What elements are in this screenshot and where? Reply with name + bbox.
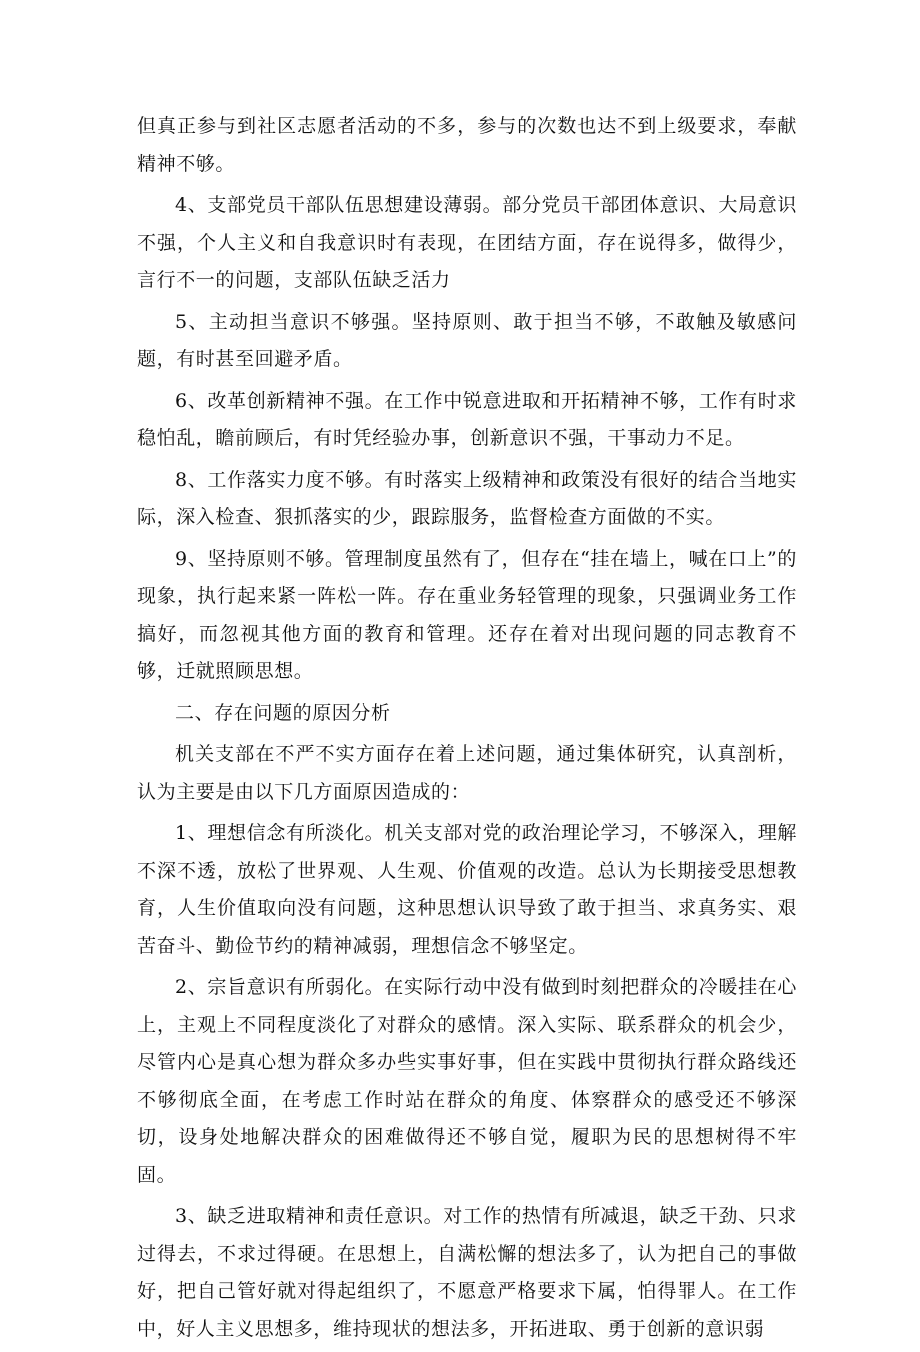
paragraph-item-6: 6、改革创新精神不强。在工作中锐意进取和开拓精神不够，工作有时求稳怕乱，瞻前顾后，有时凭经验办事，创新意识不强，干事动力不足。 (137, 389, 797, 449)
paragraph-cause-2: 2、宗旨意识有所弱化。在实际行动中没有做到时刻把群众的冷暖挂在心上，主观上不同程度淡化了对群众的感情。深入实际、联系群众的机会少，尽管内心是真心想为群众多办些实事好事，但在实践中贯彻执行群众路线还不够彻底全面，在考虑工作时站在群众的角度、体察群众的感受还不够深切，设身处地解决群众的困难做得还不够自觉，履职为民的思想树得不牢固。 (137, 976, 797, 1186)
paragraph-item-5: 5、主动担当意识不够强。坚持原则、敢于担当不够，不敢触及敏感问题，有时甚至回避矛盾。 (137, 310, 797, 370)
section-heading-cause-analysis: 二、存在问题的原因分析 (175, 701, 391, 724)
paragraph-item-4: 4、支部党员干部队伍思想建设薄弱。部分党员干部团体意识、大局意识不强，个人主义和自我意识时有表现，在团结方面，存在说得多，做得少，言行不一的问题，支部队伍缺乏活力 (137, 194, 797, 291)
paragraph-item-9: 9、坚持原则不够。管理制度虽然有了，但存在“挂在墙上，喊在口上”的现象，执行起来紧一阵松一阵。存在重业务轻管理的现象，只强调业务工作搞好，而忽视其他方面的教育和管理。还存在着对出现问题的同志教育不够，迁就照顾思想。 (137, 547, 797, 682)
document-body (137, 108, 797, 1352)
paragraph-intro: 机关支部在不严不实方面存在着上述问题，通过集体研究，认真剖析，认为主要是由以下几方面原因造成的： (137, 743, 797, 803)
paragraph-item-8: 8、工作落实力度不够。有时落实上级精神和政策没有很好的结合当地实际，深入检查、狠抓落实的少，跟踪服务，监督检查方面做的不实。 (137, 468, 797, 528)
paragraph-cause-1: 1、理想信念有所淡化。机关支部对党的政治理论学习，不够深入，理解不深不透，放松了世界观、人生观、价值观的改造。总认为长期接受思想教育，人生价值取向没有问题，这种思想认识导致了敢于担当、求真务实、艰苦奋斗、勤俭节约的精神减弱，理想信念不够坚定。 (137, 822, 797, 957)
paragraph-cause-3: 3、缺乏进取精神和责任意识。对工作的热情有所减退，缺乏干劲、只求过得去，不求过得硬。在思想上，自满松懈的想法多了，认为把自己的事做好，把自己管好就对得起组织了，不愿意严格要求下属，怕得罪人。在工作中，好人主义思想多，维持现状的想法多，开拓进取、勇于创新的意识弱 (137, 1205, 797, 1340)
paragraph-continuation: 但真正参与到社区志愿者活动的不多，参与的次数也达不到上级要求，奉献精神不够。 (137, 115, 797, 175)
